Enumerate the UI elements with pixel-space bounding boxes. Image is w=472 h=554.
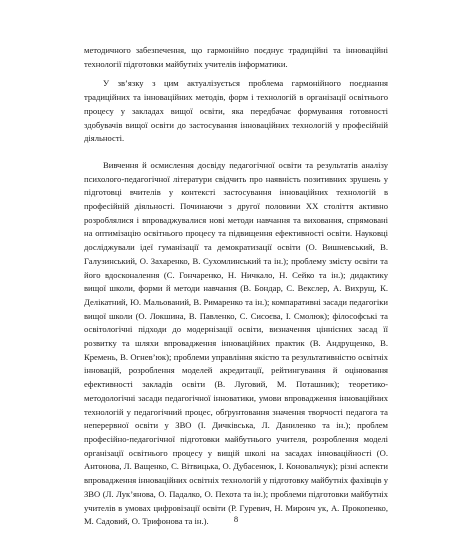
paragraph-relevance: У зв’язку з цим актуалізується проблема гармонійного поєднання традиційних та інноваційних методів, форм і технологій в організації освітнього процесу у закладах вищої освіти, яка передбачає формування готовності здобувачів вищої освіти до застосування інноваційних технологій у професійній діяльності. [84, 78, 388, 144]
paragraph-continuation: методичного забезпечення, що гармонійно поєднує традиційні та інноваційні технології підготовки майбутніх учителів інформатики. [84, 45, 388, 69]
page-number: 8 [233, 514, 239, 524]
paragraph-literature-review: Вивчення й осмислення досвіду педагогічної освіти та результатів аналізу психолого-педагогічної літератури свідчить про наявність позитивних зрушень у підготовці вчителів у контексті застосування інноваційних технологій в професійній діяльності. Починаючи з другої половини ХХ століття активно розроблялися і впроваджувалися нові методи навчання та виховання, спрямовані на оптимізацію освітнього процесу та підвищення ефективності освіти. Науковці досліджували ідеї гуманізації та демократизації освіти (О. Вишневський, В. Галузинський, О. Захаренко, В. Сухомлинський та ін.); проблему змісту освіти та його вдосконалення (С. Гончаренко, Н. Ничкало, Н. Сейко та ін.); дидактику вищої школи, форми й методи навчання (В. Бондар, С. Векслер, А. Вихрущ, К. Делікатний, Ю. Мальований, В. Римаренко та ін.); компаративні засади педагогіки вищої школи (О. Локшина, В. Павленко, С. Сисоєва, І. Смолюк); філософські та освітологічні підходи до модернізації освіти, визначення ціннісних засад її розвитку та шляхи впровадження інноваційних практик (В. Андрущенко, В. Кремень, В. Огнев’юк); проблеми управління якістю та результативністю освітніх інновацій, розроблення моделей акредитації, рейтингування й оцінювання ефективності закладів освіти (В. Луговий, М. Поташник); теоретико-методологічні засади педагогічної інноватики, умови впровадження інноваційних технологій у педагогічний процес, обґрунтовання значення творчості педагога та неперервної освіти у ЗВО (І. Дичківська, Л. Даниленко та ін.); проблем професійно-педагогічної підготовки майбутнього учителя, розроблення моделі організації освітнього процесу у вищій школі на засадах інноваційності (О. Антонова, Л. Ващенко, С. Вітвицька, О. Дубасенюк, І. Коновальчук); різні аспекти впровадження інноваційних освітніх технологій у підготовку майбутніх фахівців у ЗВО (Л. Лук’янова, О. Падалко, О. Пехота та ін.); проблеми підготовки майбутніх учителів в умовах цифровізації освіти (Р. Гуревич, Н. Миронч ук, А. Прокопенко, М. Садовий, О. Трифонова та ін.). [84, 159, 388, 527]
document-page [84, 44, 388, 527]
